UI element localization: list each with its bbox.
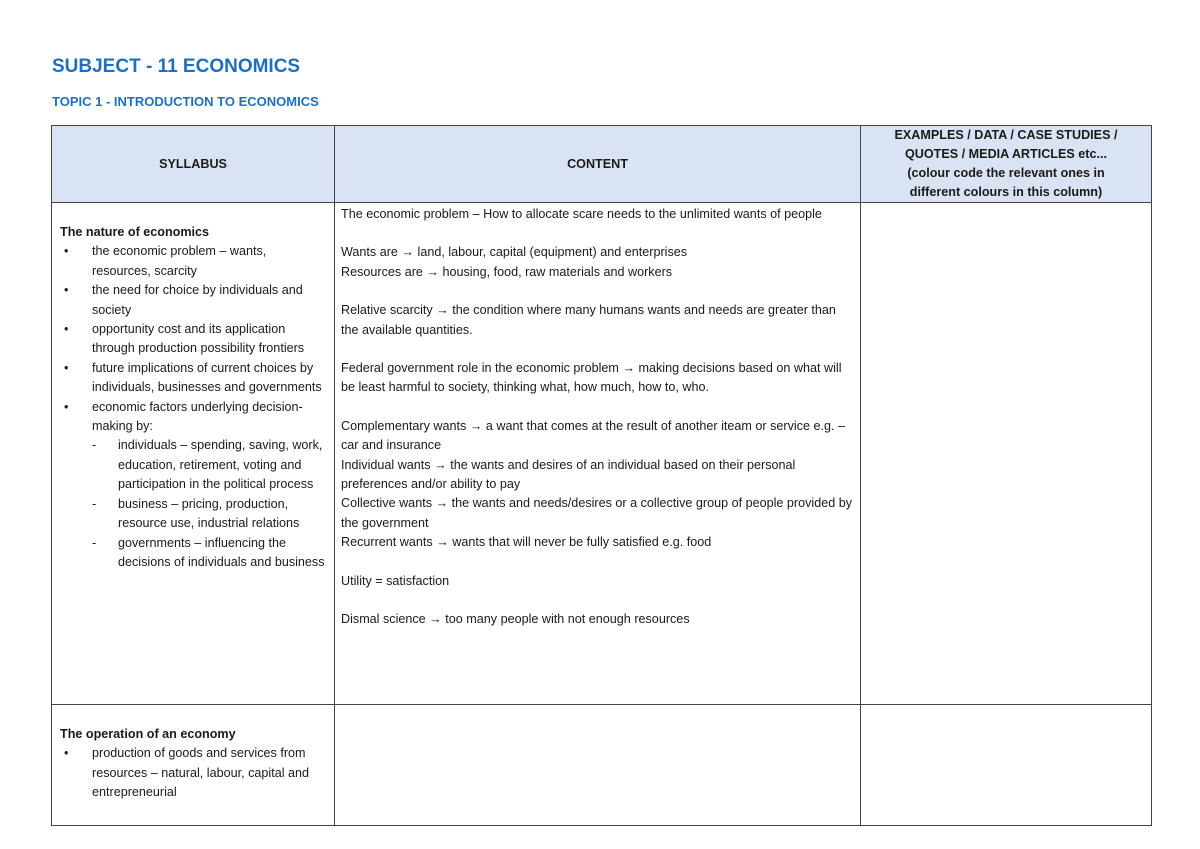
syllabus-table — [51, 125, 1152, 826]
examples-cell[interactable] — [861, 203, 1152, 705]
list-item: - individuals – spending, saving, work, education, retirement, voting and participation in the political process — [60, 436, 326, 494]
content-paragraph: Individual wants → the wants and desires of an individual based on their personal preferences and/or ability to pay — [341, 457, 796, 492]
section-title: The operation of an economy — [60, 727, 236, 741]
list-item: • the economic problem – wants, resources, scarcity — [60, 242, 326, 281]
content-paragraph: The economic problem – How to allocate scare needs to the unlimited wants of people — [341, 207, 822, 221]
list-item: • opportunity cost and its application through production possibility frontiers — [60, 320, 326, 359]
syllabus-cell — [52, 203, 335, 705]
content-paragraph: Resources are → housing, food, raw materials and workers — [341, 264, 673, 279]
list-item: • economic factors underlying decision-making by: — [60, 398, 326, 437]
content-paragraph: Relative scarcity → the condition where many humans wants and needs are greater than the available quantities. — [341, 303, 836, 337]
header-examples-line: QUOTES / MEDIA ARTICLES etc... — [905, 147, 1107, 161]
header-examples-line: (colour code the relevant ones in — [907, 166, 1105, 180]
list-item: - governments – influencing the decisions of individuals and business — [60, 534, 326, 573]
content-paragraph: Complementary wants → a want that comes at the result of another iteam or service e.g. – car and insurance — [341, 418, 845, 453]
syllabus-dash-list — [60, 436, 326, 572]
content-paragraph: Utility = satisfaction — [341, 573, 450, 588]
content-paragraph: Wants are → land, labour, capital (equipment) and enterprises — [341, 245, 688, 260]
list-item: • future implications of current choices by individuals, businesses and governments — [60, 359, 326, 398]
header-examples-line: EXAMPLES / DATA / CASE STUDIES / — [894, 128, 1118, 142]
subject-title: SUBJECT - 11 ECONOMICS — [52, 56, 301, 77]
topic-title: TOPIC 1 - INTRODUCTION TO ECONOMICS — [52, 94, 319, 109]
list-item: • the need for choice by individuals and society — [60, 281, 326, 320]
header-examples-line: different colours in this column) — [909, 185, 1103, 199]
table-header-row — [52, 126, 1152, 203]
content-paragraph: Collective wants → the wants and needs/desires or a collective group of people provided by the government — [341, 496, 853, 530]
content-cell[interactable] — [335, 705, 861, 826]
syllabus-cell — [52, 705, 335, 826]
table-row — [52, 705, 1152, 826]
content-paragraph: Recurrent wants → wants that will never be fully satisfied e.g. food — [341, 535, 712, 550]
header-content: CONTENT — [335, 126, 861, 203]
table-row — [52, 203, 1152, 705]
syllabus-bullet-list — [60, 242, 326, 436]
header-syllabus: SYLLABUS — [52, 126, 335, 203]
syllabus-bullet-list — [60, 744, 326, 802]
content-paragraph: Federal government role in the economic problem → making decisions based on what will be least harmful to society, thinking what, how much, how to, who. — [341, 361, 842, 395]
content-paragraph: Dismal science → too many people with not enough resources — [341, 612, 690, 627]
header-examples — [861, 126, 1152, 203]
list-item: - business – pricing, production, resource use, industrial relations — [60, 495, 326, 534]
examples-cell[interactable] — [861, 705, 1152, 826]
content-cell — [335, 203, 861, 705]
list-item: • production of goods and services from resources – natural, labour, capital and entrepreneurial — [60, 744, 326, 802]
section-title: The nature of economics — [60, 225, 210, 239]
